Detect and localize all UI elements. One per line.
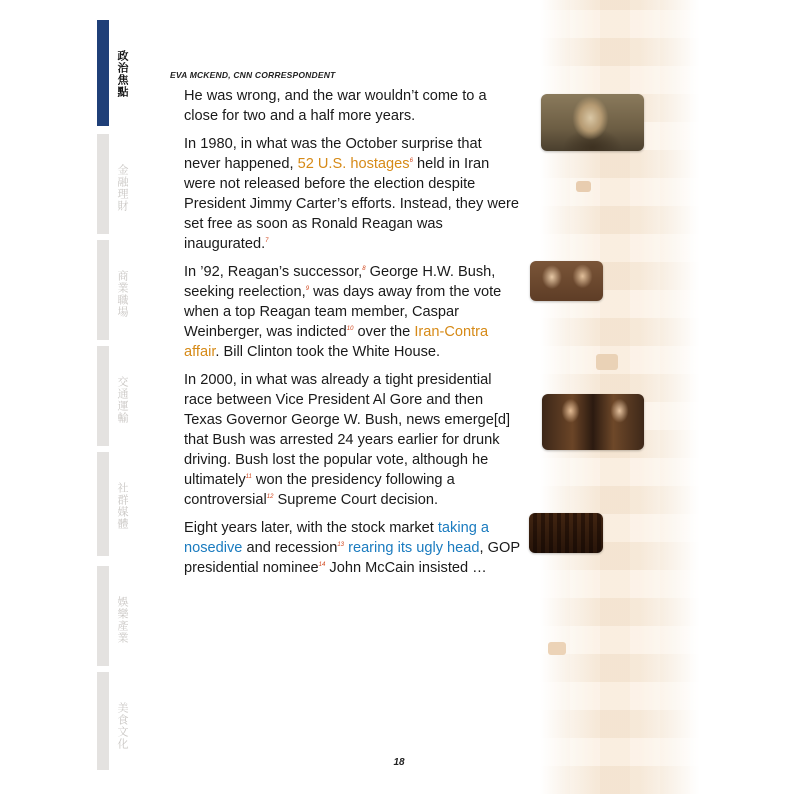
footnote-marker: 6 — [409, 158, 413, 164]
photo-speaker-podium — [541, 94, 644, 151]
side-tab-business[interactable] — [97, 240, 129, 340]
side-tab-bar — [97, 452, 109, 556]
side-tab-label: 社群媒體 — [116, 482, 129, 530]
footnote-marker: 9 — [305, 286, 310, 292]
paragraph-1 — [184, 86, 520, 126]
paragraph-2 — [184, 134, 520, 254]
paragraph-text: George H.W. Bush, seeking reelection, — [184, 264, 496, 300]
author-byline: EVA MCKEND, CNN CORRESPONDENT — [170, 70, 336, 80]
paragraph-text: . Bill Clinton took the White House. — [215, 344, 441, 360]
vocab-link-iran-contra[interactable]: Iran-Contra affair — [184, 324, 489, 360]
paragraph-text: In 1980, in what was the October surprise that never happened, — [184, 136, 482, 172]
side-tab-bar — [97, 20, 109, 126]
footnote-marker: 12 — [266, 494, 274, 500]
side-tab-social[interactable] — [97, 452, 129, 556]
paragraph-text: Eight years later, with the stock market — [184, 520, 438, 536]
footnote-marker: 7 — [265, 238, 269, 244]
side-tab-label: 政治焦點 — [116, 50, 129, 98]
paragraph-text: , GOP presidential nominee — [184, 540, 520, 576]
photo-bush-rally — [530, 261, 603, 301]
footnote-marker: 13 — [337, 542, 345, 548]
side-tab-transport[interactable] — [97, 346, 129, 446]
decorative-fade — [640, 0, 700, 794]
photo-gore-bush-debate — [542, 394, 644, 450]
paragraph-text: In 2000, in what was already a tight presidential race between Vice President Al Gore and then Texas Governor George W. Bush, news emerge[d] that Bush was arrested 24 years earlier for drunk driving. Bush lost the popular vote, although he ultimately — [184, 372, 511, 488]
paragraph-text: Supreme Court decision. — [273, 492, 439, 508]
side-tab-label: 金融理財 — [116, 164, 129, 212]
side-tab-label: 美食文化 — [116, 702, 129, 750]
side-tab-label: 娛樂產業 — [116, 596, 129, 644]
side-tab-label: 交通運輸 — [116, 376, 129, 424]
paragraph-text: held in Iran were not released before the election despite President Jimmy Carter’s efforts. Instead, they were set free as soon as Ronald Reagan was inaugurated. — [184, 156, 519, 252]
footnote-marker: 11 — [245, 474, 252, 480]
paragraph-4 — [184, 370, 520, 510]
side-tab-entertainment[interactable] — [97, 566, 129, 666]
paragraph-text: won the presidency following a controversial — [184, 472, 455, 508]
page-number: 18 — [393, 757, 405, 768]
side-tab-bar — [97, 566, 109, 666]
paragraph-text: John McCain insisted … — [325, 560, 487, 576]
side-tab-politics[interactable] — [97, 20, 129, 126]
side-tab-bar — [97, 134, 109, 234]
paragraph-3 — [184, 262, 520, 362]
paragraph-text: and recession — [242, 540, 338, 556]
decorative-tile — [548, 642, 566, 655]
paragraph-5 — [184, 518, 520, 578]
paragraph-text: In ’92, Reagan’s successor, — [184, 264, 363, 280]
side-tab-bar — [97, 346, 109, 446]
vocab-link-rearing-head[interactable]: rearing its ugly head — [348, 540, 480, 556]
side-tab-finance[interactable] — [97, 134, 129, 234]
vocab-link-hostages[interactable]: 52 U.S. hostages — [297, 156, 410, 172]
decorative-tile — [576, 181, 591, 192]
footnote-marker: 8 — [362, 266, 366, 272]
paragraph-text: He was wrong, and the war wouldn’t come to a close for two and a half more years. — [184, 88, 487, 124]
decorative-tile — [596, 354, 618, 370]
side-tab-label: 商業職場 — [116, 270, 129, 318]
footnote-marker: 10 — [346, 326, 354, 332]
paragraph-text: was days away from the vote when a top Reagan team member, Caspar Weinberger, was indicted — [184, 284, 502, 340]
side-tab-food[interactable] — [97, 672, 129, 770]
paragraph-text: over the — [353, 324, 415, 340]
article-body — [184, 86, 520, 586]
vocab-link-nosedive[interactable]: taking a nosedive — [184, 520, 489, 556]
photo-convention-crowd — [529, 513, 603, 553]
side-tab-bar — [97, 240, 109, 340]
side-tab-bar — [97, 672, 109, 770]
footnote-marker: 14 — [318, 562, 326, 568]
